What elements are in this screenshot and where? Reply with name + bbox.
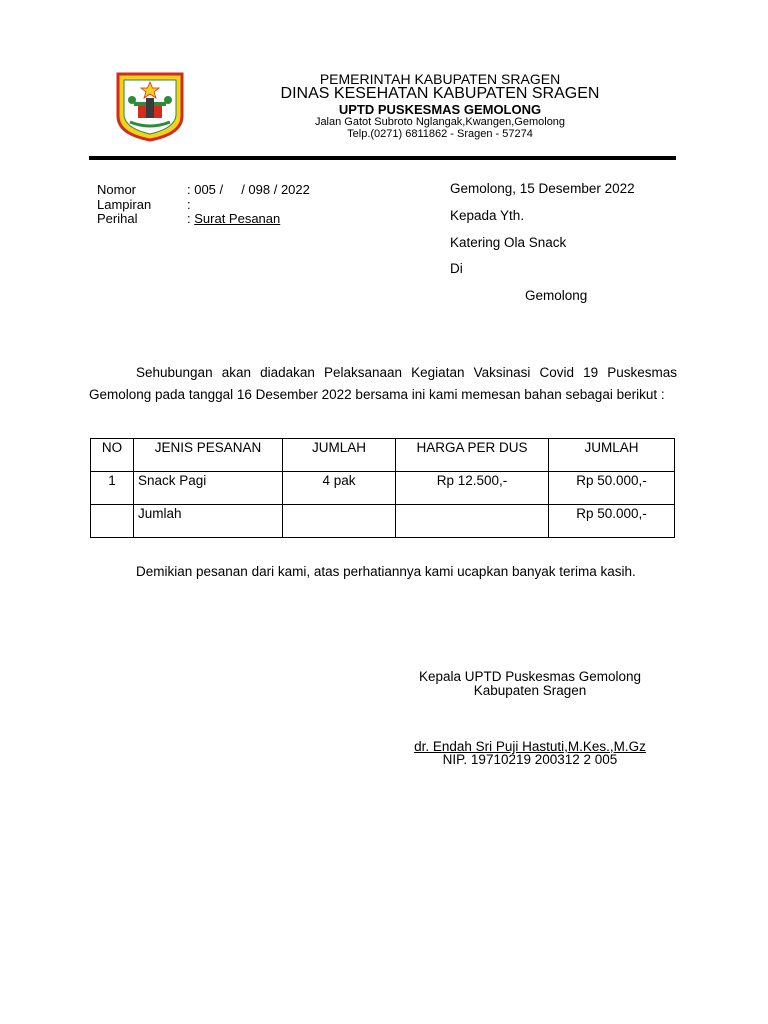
lampiran-value: : [187, 197, 191, 212]
kabupaten-sragen-emblem [116, 72, 184, 142]
signature-title-1: Kepala UPTD Puskesmas Gemolong [418, 669, 642, 684]
cell-total-label: Jumlah [134, 505, 283, 538]
recipient-di: Di [450, 261, 463, 276]
nomor-label: Nomor [97, 182, 137, 197]
kop-pemerintah: PEMERINTAH KABUPATEN SRAGEN [319, 71, 561, 87]
closing-paragraph: Demikian pesanan dari kami, atas perhatiannya kami ucapkan banyak terima kasih. [136, 564, 636, 579]
perihal-field [187, 211, 280, 226]
cell-total-empty-no [91, 505, 134, 538]
recipient-name: Katering Ola Snack [450, 235, 567, 250]
recipient-city: Gemolong [525, 288, 588, 303]
kop-phone: Telp.(0271) 6811862 - Sragen - 57274 [347, 128, 533, 140]
cell-jumlah: 4 pak [283, 472, 396, 505]
order-table [90, 438, 675, 538]
perihal-label: Perihal [97, 211, 138, 226]
signature-title-2: Kabupaten Sragen [473, 683, 587, 698]
cell-total-empty-harga [396, 505, 549, 538]
header-harga-per-dus: HARGA PER DUS [396, 439, 549, 472]
header-jenis-pesanan: JENIS PESANAN [134, 439, 283, 472]
recipient-salutation: Kepada Yth. [450, 208, 525, 223]
header-no: NO [91, 439, 134, 472]
cell-total-empty-jumlah [283, 505, 396, 538]
kop-dinas: DINAS KESEHATAN KABUPATEN SRAGEN [280, 85, 600, 102]
cell-no: 1 [91, 472, 134, 505]
table-row [91, 472, 675, 505]
cell-subtotal: Rp 50.000,- [549, 472, 675, 505]
header-jumlah: JUMLAH [283, 439, 396, 472]
signatory-nip: NIP. 19710219 200312 2 005 [442, 752, 618, 767]
table-total-row [91, 505, 675, 538]
cell-jenis-pesanan: Snack Pagi [134, 472, 283, 505]
kop-address: Jalan Gatot Subroto Nglangak,Kwangen,Gemolong [314, 116, 566, 128]
perihal-value: Surat Pesanan [194, 211, 281, 226]
perihal-colon: : [187, 211, 195, 226]
letterhead-rule [89, 156, 676, 160]
table-header-row [91, 439, 675, 472]
lampiran-label: Lampiran [97, 197, 152, 212]
cell-harga: Rp 12.500,- [396, 472, 549, 505]
kop-uptd: UPTD PUSKESMAS GEMOLONG [338, 102, 542, 117]
intro-paragraph: Sehubungan akan diadakan Pelaksanaan Kegiatan Vaksinasi Covid 19 Puskesmas Gemolong pada tanggal 16 Desember 2022 bersama ini kami memesan bahan sebagai berikut : [89, 365, 677, 402]
cell-total-value: Rp 50.000,- [549, 505, 675, 538]
letter-date: Gemolong, 15 Desember 2022 [450, 181, 635, 196]
header-jumlah-total: JUMLAH [549, 439, 675, 472]
signatory-name: dr. Endah Sri Puji Hastuti,M.Kes.,M.Gz [414, 739, 646, 754]
nomor-value: : 005 / / 098 / 2022 [187, 182, 310, 197]
